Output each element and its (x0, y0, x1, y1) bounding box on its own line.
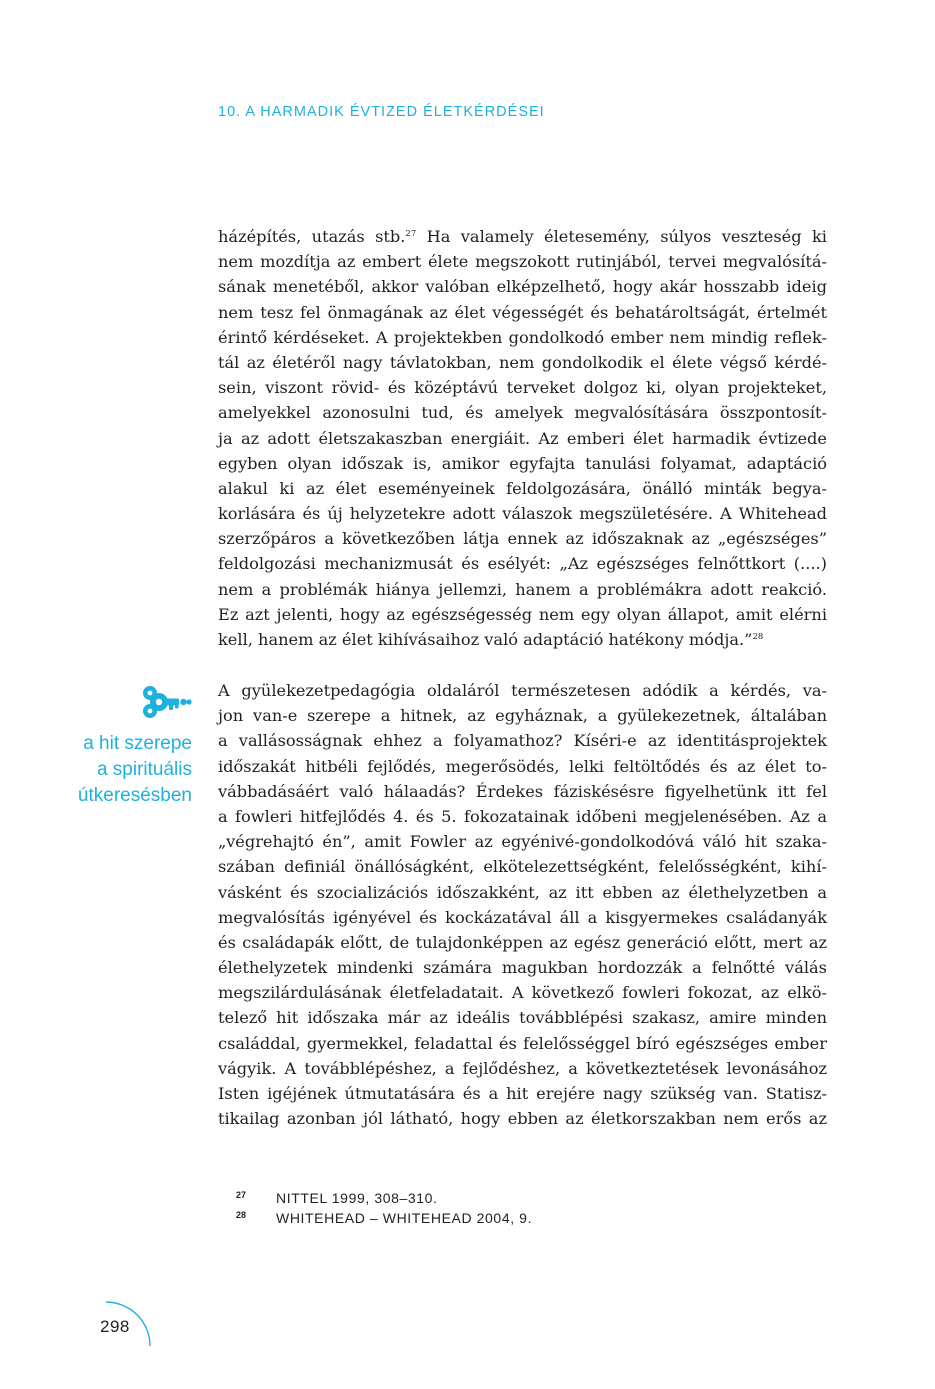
footnote-28 (236, 1208, 532, 1228)
footnote-number: 28 (236, 1210, 247, 1220)
text-line: időszakát hitbéli fejlődés, megerősödés, lelki feltöltődés és az élet to- (218, 756, 827, 776)
text-line: amelyekkel azonosulni tud, és amelyek megvalósítására összpontosít- (218, 403, 827, 423)
footnote-marker-28[interactable]: 28 (752, 632, 764, 642)
text-line: „végrehajtó én”, amit Fowler az egyénivé-gondolkodóvá váló hit szaka- (218, 832, 827, 852)
text-line: családdal, gyermekkel, feladattal és felelősséggel bíró egészséges ember (218, 1033, 827, 1053)
text-line: Isten igéjének útmutatására és a hit erejére nagy szükség van. Statisz- (218, 1084, 827, 1103)
footnote-marker-27[interactable]: 27 (405, 229, 417, 239)
text-line: ja az adott életszakaszban energiáit. Az emberi élet harmadik évtizede (218, 428, 827, 448)
text-line: élethelyzetek mindenki számára magukban hordozzák a felnőtté válás (218, 958, 827, 978)
paragraph-1 (218, 224, 827, 652)
text-line: nem mozdítja az embert élete megszokott rutinjából, tervei megvalósítá- (218, 252, 827, 272)
text-line: sein, viszont rövid- és középtávú terveket dolgoz ki, olyan projekteket, (218, 378, 827, 398)
text-line: a fowleri hitfejlődés 4. és 5. fokozatainak időbeni megjelenésében. Az a (218, 806, 827, 826)
text-line: érintő kérdéseket. A projektekben gondolkodó ember nem mindig reflek- (218, 327, 827, 347)
margin-note-line: a spirituális (96, 759, 192, 780)
text-line: Ez azt jelenti, hogy az egészségesség nem egy olyan állapot, amit elérni (218, 604, 827, 624)
text-line: megvalósítás igényével és kockázatával áll a kisgyermekes családanyák (218, 907, 827, 927)
text-line: sának menetéből, akkor valóban elképzelhető, hogy akár hosszabb ideig (218, 277, 827, 297)
text-line: korlására és új helyzetekre adott válaszok megszületésére. A Whitehead (218, 504, 827, 524)
text-line: tál az életéről nagy távlatokban, nem gondolkodik el élete végső kérdé- (218, 352, 827, 372)
footnote-text: NITTEL 1999, 308–310. (276, 1190, 438, 1206)
text-line: szerzőpáros a következőben látja ennek az időszaknak az „egészséges” (218, 529, 827, 549)
text-line: vágyik. A továbblépéshez, a fejlődéshez, a következtetések levonásához (218, 1058, 827, 1078)
text-line: feldolgozási mechanizmusát és esélyét: „Az egészséges felnőttkort (....) (218, 554, 827, 574)
text-line: A gyülekezetpedagógia oldaláról természetesen adódik a kérdés, va- (218, 681, 827, 700)
text-line: megszilárdulásának életfeladatait. A következő fowleri fokozat, az elkö- (218, 983, 827, 1003)
text-line: vásként és szocializációs időszakként, az itt ebben az élethelyzetben a (218, 882, 827, 902)
text-line: kell, hanem az élet kihívásaihoz való adaptáció hatékony módja.”$^{28}$ (218, 630, 764, 649)
key-icon (140, 684, 192, 720)
text-line: a vallásosságnak ehhez a folyamathoz? Kíséri-e az identitásprojektek (218, 731, 827, 751)
margin-note-line: a hit szerepe (83, 733, 192, 754)
text-line: szában definiál önállóságként, elkötelezettségként, felelősségként, kihí- (218, 857, 827, 877)
footnotes (236, 1188, 532, 1228)
page-number: 298 (100, 1317, 130, 1336)
text-line: tikailag azonban jól látható, hogy ebben az életkorszakban nem erős az (218, 1109, 827, 1129)
paragraph-2 (218, 678, 827, 1131)
chapter-header: 10. A HARMADIK ÉVTIZED ÉLETKÉRDÉSEI (218, 104, 545, 120)
margin-note (40, 731, 192, 809)
footnote-text: WHITEHEAD – WHITEHEAD 2004, 9. (276, 1210, 533, 1226)
text-line: házépítés, utazás stb.$^{27}$ Ha valamely életesemény, súlyos veszteség ki (218, 227, 827, 246)
margin-note-line: útkeresésben (77, 785, 192, 806)
footnote-27 (236, 1188, 532, 1208)
text-line: vábbadásáért való hálaadás? Érdekes fáziskésésre figyelhetünk itt fel (218, 781, 827, 801)
footnote-number: 27 (236, 1190, 247, 1200)
text-line: alakul ki az élet eseményeinek feldolgozására, önálló minták begya- (218, 478, 827, 498)
text-line: jon van-e szerepe a hitnek, az egyháznak, a gyülekezetnek, általában (218, 706, 827, 726)
text-line: telező hit időszaka már az ideális továbblépési szakasz, amire minden (218, 1008, 827, 1028)
text-line: nem a problémák hiánya jellemzi, hanem a problémákra adott reakció. (218, 579, 827, 599)
text-line: és családapák előtt, de tulajdonképpen az egész generáció előtt, mert az (218, 932, 827, 952)
text-line: egyben olyan időszak is, amikor egyfajta tanulási folyamat, adaptáció (218, 453, 827, 473)
text-line: nem tesz fel önmagának az élet végességét és behatároltságát, értelmét (218, 302, 827, 322)
